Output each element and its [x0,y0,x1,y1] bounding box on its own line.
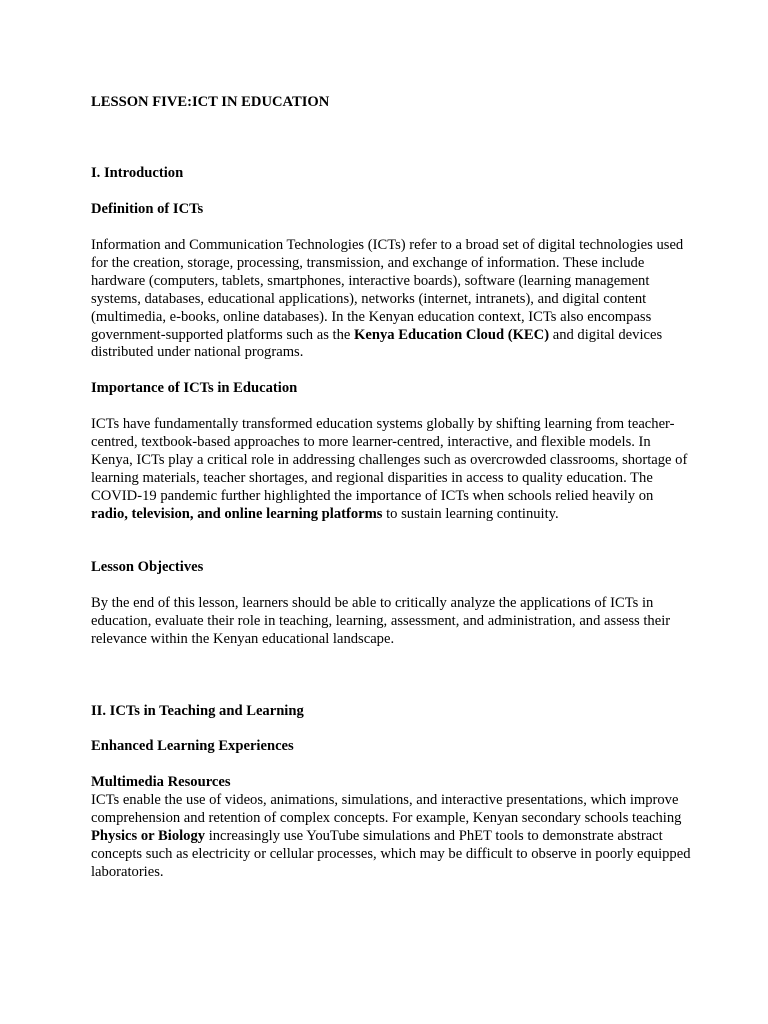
subheading-enhanced-learning: Enhanced Learning Experiences [91,738,294,754]
paragraph-importance [91,416,691,523]
multimedia-text-end: increasingly use YouTube simulations and PhET tools to demonstrate abstract concepts such as electricity or cellular processes, which may be difficult to observe in poorly equipped laboratories. [91,827,691,880]
section-heading-introduction: I. Introduction [91,165,184,181]
lesson-title: LESSON FIVE:ICT IN EDUCATION [91,94,330,110]
multimedia-text-start: ICTs enable the use of videos, animations, simulations, and interactive presentations, which improve comprehension and retention of complex concepts. For example, Kenyan secondary schools teaching [91,792,682,826]
section-heading-teaching-learning: II. ICTs in Teaching and Learning [91,703,304,719]
importance-text-start: ICTs have fundamentally transformed education systems globally by shifting learning from teacher-centred, textbook-based approaches to more learner-centred, interactive, and flexible models. In Kenya, ICTs play a critical role in addressing challenges such as overcrowded classrooms, shortage of learning materials, teacher shortages, and regional disparities in access to quality education. The COVID-19 pandemic further highlighted the importance of ICTs when schools relied heavily on [91,416,688,504]
paragraph-objectives [91,595,691,649]
subheading-multimedia: Multimedia Resources [91,774,231,790]
definition-bold-term: Kenya Education Cloud (KEC) [354,326,550,343]
subheading-objectives: Lesson Objectives [91,559,204,575]
multimedia-bold-term: Physics or Biology [91,827,206,844]
importance-bold-term: radio, television, and online learning platforms [91,505,383,522]
paragraph-definition [91,237,691,362]
paragraph-multimedia [91,792,691,882]
importance-text-end: to sustain learning continuity. [382,505,559,522]
subheading-importance: Importance of ICTs in Education [91,380,298,396]
definition-text-end: and digital devices distributed under national programs. [91,326,663,361]
objectives-text: By the end of this lesson, learners should be able to critically analyze the applications of ICTs in education, evaluate their role in teaching, learning, assessment, and administration, and assess their relevance within the Kenyan educational landscape. [91,595,671,647]
definition-text-start: Information and Communication Technologies (ICTs) refer to a broad set of digital technologies used for the creation, storage, processing, transmission, and exchange of information. These include hardware (computers, tablets, smartphones, interactive boards), software (learning management systems, databases, educational applications), networks (internet, intranets), and digital content (multimedia, e-books, online databases). In the Kenyan education context, ICTs also encompass government-supported platforms such as the [91,237,684,343]
subheading-definition: Definition of ICTs [91,201,204,217]
